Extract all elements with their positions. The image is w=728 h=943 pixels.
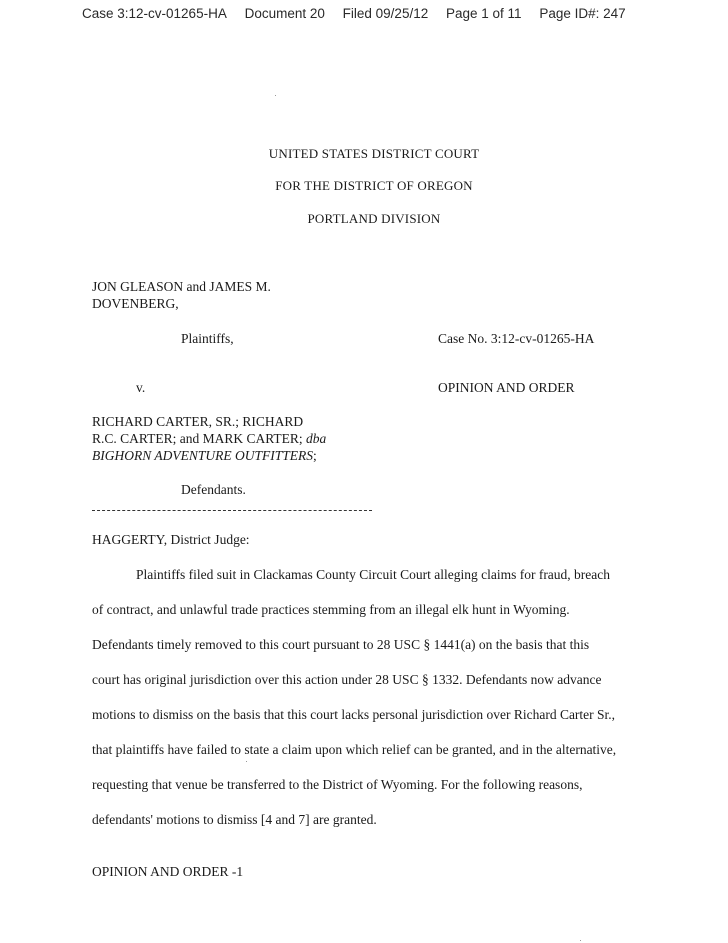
body-line: court has original jurisdiction over this action under 28 USC § 1332. Defendants now advance [92,672,602,687]
body-line: Plaintiffs filed suit in Clackamas County Circuit Court alleging claims for fraud, breach [136,567,611,582]
business-name: BIGHORN ADVENTURE OUTFITTERS [92,448,313,463]
ecf-header-stamp [82,6,640,21]
body-line: defendants' motions to dismiss [4 and 7] are granted. [92,812,377,827]
body-line: of contract, and unlawful trade practices stemming from an illegal elk hunt in Wyoming. [92,602,570,617]
plaintiffs-names-line1: JON GLEASON and JAMES M. [92,279,271,294]
plaintiffs-names-line2: DOVENBERG, [92,296,179,311]
body-line: that plaintiffs have failed to state a claim upon which relief can be granted, and in the alternative, [92,742,617,757]
stamp-page-id: Page ID#: 247 [539,6,626,21]
body-line: Defendants timely removed to this court pursuant to 28 USC § 1441(a) on the basis that this [92,637,590,652]
court-name: UNITED STATES DISTRICT COURT [268,146,480,161]
caption-divider [92,510,372,511]
body-line: motions to dismiss on the basis that this court lacks personal jurisdiction over Richard Carter Sr., [92,707,616,722]
court-division: PORTLAND DIVISION [307,211,441,226]
versus: v. [136,380,146,395]
defendants-names-line3 [92,448,317,464]
page-footer: OPINION AND ORDER -1 [92,864,244,879]
plaintiffs-label: Plaintiffs, [181,331,234,346]
stamp-page-count: Page 1 of 11 [445,6,522,21]
defendants-names-line1: RICHARD CARTER, SR.; RICHARD [92,414,304,429]
court-district: FOR THE DISTRICT OF OREGON [275,178,473,193]
defendants-label: Defendants. [181,482,246,497]
scan-speck [580,940,581,941]
defendants-names-line2-text: R.C. CARTER; and MARK CARTER; [92,431,307,446]
scan-speck [275,95,276,96]
document-title: OPINION AND ORDER [438,380,575,395]
body-line: requesting that venue be transferred to the District of Wyoming. For the following reasons, [92,777,583,792]
stamp-filed-date: Filed 09/25/12 [342,6,429,21]
defendants-names-line2 [92,431,326,447]
stamp-case-number: Case 3:12-cv-01265-HA [82,6,227,21]
business-name-suffix: ; [313,448,317,463]
judge-name: HAGGERTY, District Judge: [92,532,250,547]
scan-speck [246,761,247,762]
case-number: Case No. 3:12-cv-01265-HA [438,331,595,346]
stamp-document-number: Document 20 [244,6,325,21]
dba-text: dba [306,431,327,446]
